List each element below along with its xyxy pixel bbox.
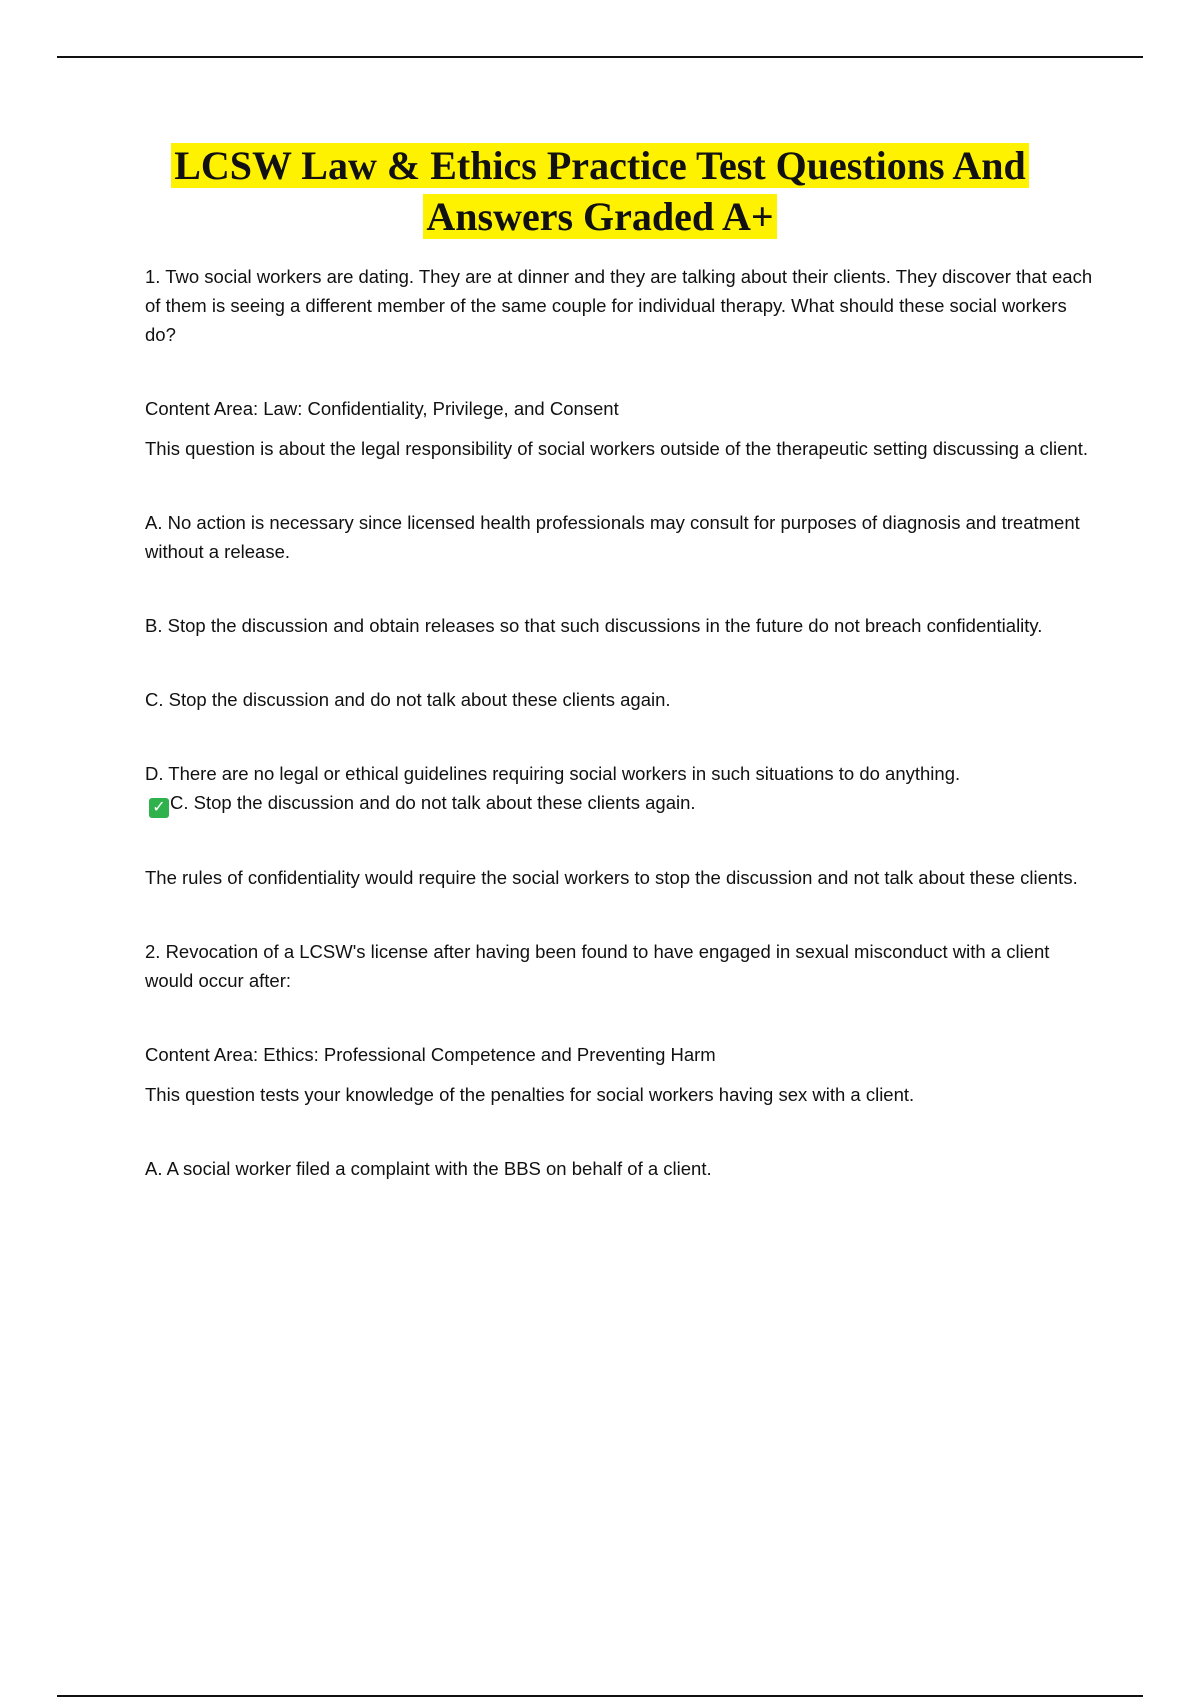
question-2-content-area: Content Area: Ethics: Professional Competence and Preventing Harm xyxy=(145,1044,716,1065)
question-2-text: 2. Revocation of a LCSW's license after having been found to have engaged in sexual misconduct with a client would occur after: xyxy=(145,941,1050,991)
question-1-option-a: A. No action is necessary since licensed health professionals may consult for purposes of diagnosis and treatment without a release. xyxy=(145,512,1080,562)
check-mark-icon: ✓ xyxy=(149,798,169,818)
question-1-description: This question is about the legal responsibility of social workers outside of the therapeutic setting discussing a client. xyxy=(145,438,1088,459)
document-title xyxy=(0,140,1200,242)
question-1-text: 1. Two social workers are dating. They are at dinner and they are talking about their clients. They discover that each of them is seeing a different member of the same couple for individual therapy. What should these social workers do? xyxy=(145,266,1093,345)
question-1-option-c: C. Stop the discussion and do not talk about these clients again. xyxy=(145,689,671,710)
document-body xyxy=(145,262,1095,1183)
bottom-rule xyxy=(57,1695,1143,1697)
question-1-explanation: The rules of confidentiality would require the social workers to stop the discussion and not talk about these clients. xyxy=(145,867,1078,888)
question-1-answer xyxy=(145,788,1095,818)
question-1-option-d: D. There are no legal or ethical guidelines requiring social workers in such situations to do anything. xyxy=(145,763,961,784)
question-1-content-area: Content Area: Law: Confidentiality, Privilege, and Consent xyxy=(145,398,619,419)
question-1-option-b: B. Stop the discussion and obtain releases so that such discussions in the future do not breach confidentiality. xyxy=(145,615,1043,636)
question-1-answer-text: C. Stop the discussion and do not talk about these clients again. xyxy=(170,792,696,813)
title-line-2: Answers Graded A+ xyxy=(423,194,776,239)
top-rule xyxy=(57,56,1143,58)
title-line-1: LCSW Law & Ethics Practice Test Questions And xyxy=(171,143,1029,188)
question-2-description: This question tests your knowledge of the penalties for social workers having sex with a client. xyxy=(145,1084,915,1105)
question-2-option-a: A. A social worker filed a complaint with the BBS on behalf of a client. xyxy=(145,1158,712,1179)
